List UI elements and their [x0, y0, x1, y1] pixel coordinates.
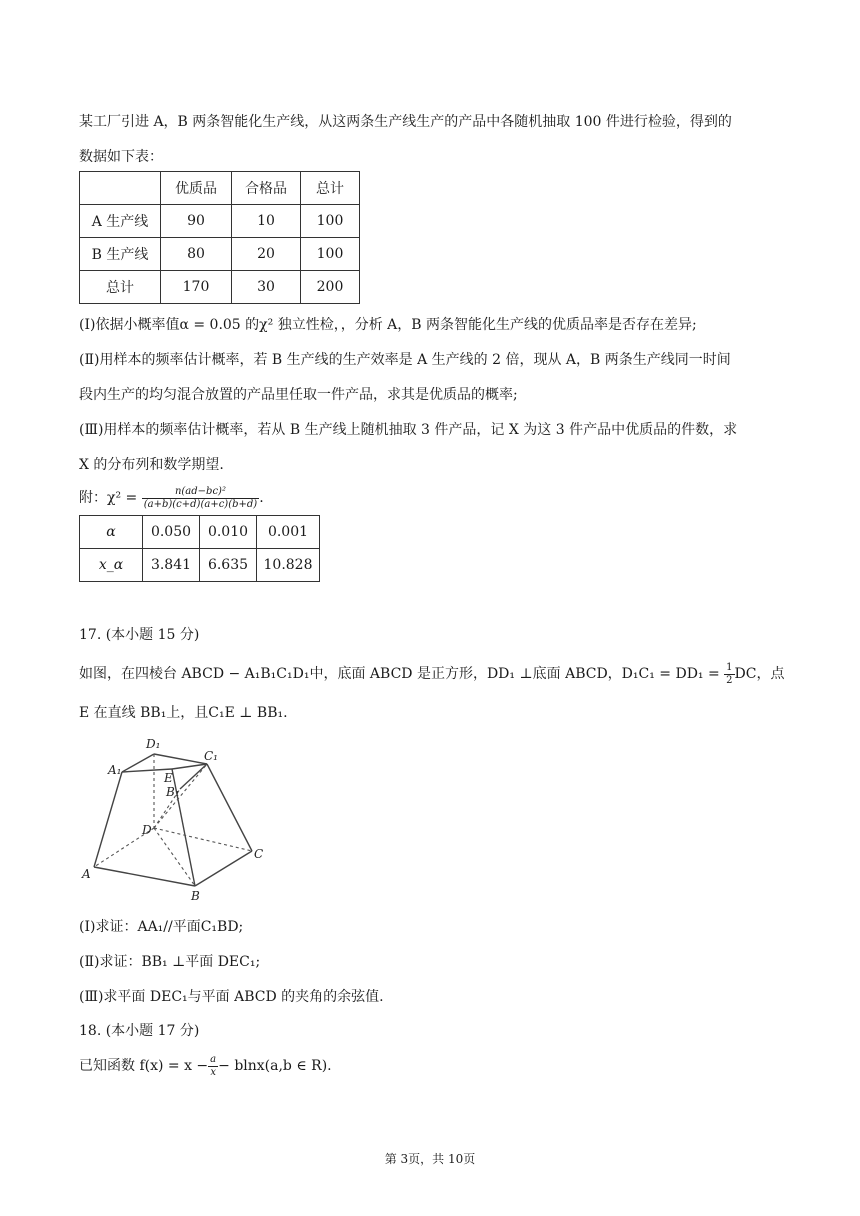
table-cell: A 生产线 — [80, 205, 161, 238]
formula-suffix: . — [259, 490, 264, 506]
intro-line-1: 某工厂引进 A，B 两条智能化生产线，从这两条生产线生产的产品中各随机抽取 100 件进行检验，得到的 — [79, 114, 732, 130]
segment-dc1 — [154, 764, 207, 828]
table-cell — [80, 172, 161, 205]
q17-text-pre: 如图，在四棱台 ABCD − A₁B₁C₁D₁中，底面 ABCD 是正方形，DD₁ ⊥底面 ABCD，D₁C₁ = DD₁ = — [79, 666, 725, 682]
edge-dc — [154, 828, 252, 851]
label-b: B — [191, 889, 200, 903]
chi-square-formula — [79, 484, 264, 512]
formula-denominator: (a+b)(c+d)(a+c)(b+d) — [143, 498, 258, 510]
frac-denominator: x — [210, 1066, 216, 1078]
q17-part-2: (Ⅱ)求证：BB₁ ⊥平面 DEC₁; — [79, 954, 261, 970]
table-row — [80, 516, 320, 549]
label-c: C — [254, 847, 264, 861]
q17-part-3: (Ⅲ)求平面 DEC₁与平面 ABCD 的夹角的余弦值. — [79, 989, 384, 1005]
frac-denominator: 2 — [726, 674, 733, 686]
half-fraction — [724, 662, 734, 687]
table-cell: 30 — [232, 271, 301, 304]
table-cell: 3.841 — [143, 549, 200, 582]
q16-part-3b: X 的分布列和数学期望. — [79, 457, 224, 473]
table-cell: α — [80, 516, 143, 549]
q16-part-2b: 段内生产的均匀混合放置的产品里任取一件产品，求其是优质品的概率; — [79, 387, 518, 403]
label-a1: A₁ — [108, 763, 122, 777]
table-cell: 总计 — [80, 271, 161, 304]
formula-fraction — [142, 486, 259, 511]
q17-part-1: (Ⅰ)求证：AA₁//平面C₁BD; — [79, 919, 244, 935]
table-cell: 总计 — [301, 172, 360, 205]
edge-bc — [195, 851, 252, 886]
q18-text-pre: 已知函数 f(x) = x − — [79, 1058, 209, 1074]
q17-line-1 — [79, 660, 784, 688]
q17-line-2: E 在直线 BB₁上，且C₁E ⊥ BB₁. — [79, 705, 288, 721]
table-row — [80, 549, 320, 582]
label-c1: C₁ — [204, 749, 218, 763]
table-cell: 100 — [301, 205, 360, 238]
edge-a1d1 — [122, 754, 154, 772]
label-a: A — [82, 867, 91, 881]
table-cell: 80 — [161, 238, 232, 271]
q16-part-1: (Ⅰ)依据小概率值α = 0.05 的χ² 独立性检，，分析 A，B 两条智能化生产线的优质品率是否存在差异; — [79, 317, 697, 333]
formula-numerator: n(ad−bc)² — [142, 486, 259, 499]
q16-part-3a: (Ⅲ)用样本的频率估计概率，若从 B 生产线上随机抽取 3 件产品，记 X 为这 3 件产品中优质品的件数，求 — [79, 422, 738, 438]
table-cell: 200 — [301, 271, 360, 304]
q17-header: 17. (本小题 15 分) — [79, 627, 200, 643]
table-cell: 0.010 — [200, 516, 257, 549]
table-cell: x_α — [80, 549, 143, 582]
intro-line-2: 数据如下表： — [79, 149, 163, 165]
table-row — [80, 205, 360, 238]
quality-table — [79, 171, 360, 304]
q18-header: 18. (本小题 17 分) — [79, 1023, 200, 1039]
q18-line-1 — [79, 1052, 332, 1080]
q17-text-post: DC，点 — [734, 666, 785, 682]
critical-value-table — [79, 515, 320, 582]
page-footer: 第 3页，共 10页 — [384, 1152, 476, 1166]
table-cell: 90 — [161, 205, 232, 238]
table-cell: 10.828 — [257, 549, 320, 582]
table-cell: 20 — [232, 238, 301, 271]
q16-part-2a: (Ⅱ)用样本的频率估计概率，若 B 生产线的生产效率是 A 生产线的 2 倍，现从 A，B 两条生产线同一时间 — [79, 352, 731, 368]
table-cell: 10 — [232, 205, 301, 238]
label-e: E — [164, 771, 173, 785]
table-cell: 0.050 — [143, 516, 200, 549]
edge-ab — [94, 867, 195, 886]
label-d1: D₁ — [146, 737, 161, 751]
table-cell: B 生产线 — [80, 238, 161, 271]
table-header-row — [80, 172, 360, 205]
q18-text-post: − blnx(a,b ∈ R). — [218, 1058, 332, 1074]
edge-d1c1 — [154, 754, 207, 764]
formula-prefix: 附：χ² = — [79, 490, 138, 506]
frac-numerator: 1 — [726, 661, 733, 673]
a-over-x-fraction — [208, 1054, 218, 1079]
table-row — [80, 271, 360, 304]
frac-numerator: a — [210, 1053, 217, 1065]
frustum-figure — [80, 734, 280, 904]
table-cell: 合格品 — [232, 172, 301, 205]
table-cell: 6.635 — [200, 549, 257, 582]
edge-aa1 — [94, 772, 122, 867]
label-d: D — [142, 823, 152, 837]
table-row — [80, 238, 360, 271]
table-cell: 100 — [301, 238, 360, 271]
edge-cc1 — [207, 764, 252, 851]
table-cell: 170 — [161, 271, 232, 304]
table-cell: 优质品 — [161, 172, 232, 205]
table-cell: 0.001 — [257, 516, 320, 549]
label-b1: B₁ — [166, 785, 180, 799]
